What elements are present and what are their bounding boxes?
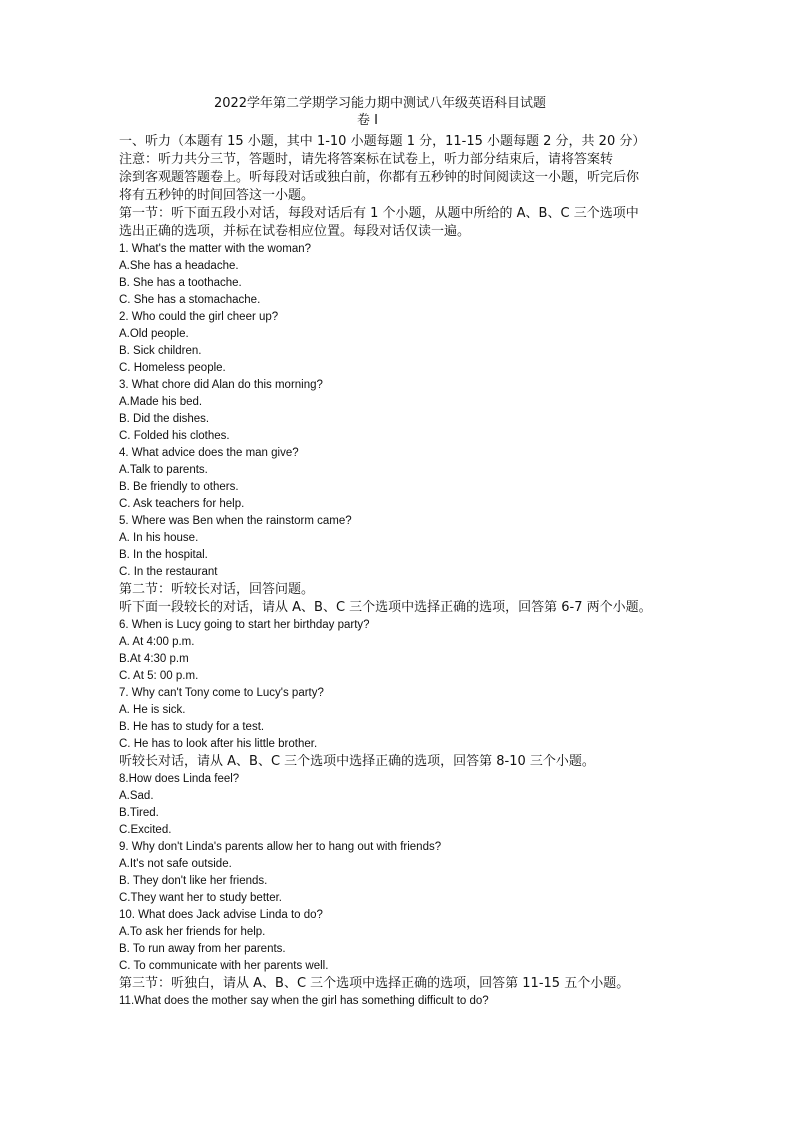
option-b: B. She has a toothache. <box>119 277 242 289</box>
question-9 <box>119 839 689 907</box>
note-line-2: 涂到客观题答题卷上。听每段对话或独白前，你都有五秒钟的时间阅读这一小题，听完后你 <box>119 170 640 185</box>
question-stem: 11.What does the mother say when the girl has something difficult to do? <box>119 995 489 1007</box>
question-6 <box>119 617 689 685</box>
option-b: B.At 4:30 p.m <box>119 653 189 665</box>
option-c: C. To communicate with her parents well. <box>119 960 329 972</box>
section2-intro: 听下面一段较长的对话，请从 A、B、C 三个选项中选择正确的选项，回答第 6-7 两个小题。 <box>119 600 652 615</box>
question-3 <box>119 377 689 445</box>
option-b: B. To run away from her parents. <box>119 943 286 955</box>
option-c: C. She has a stomachache. <box>119 294 261 306</box>
option-b: B. He has to study for a test. <box>119 721 265 733</box>
question-stem: 3. What chore did Alan do this morning? <box>119 379 323 391</box>
question-4 <box>119 445 689 513</box>
section3-heading: 第三节：听独白，请从 A、B、C 三个选项中选择正确的选项，回答第 11-15 五个小题。 <box>119 976 630 991</box>
option-b: B. Sick children. <box>119 345 202 357</box>
option-c: C. In the restaurant <box>119 566 218 578</box>
section1-line-2: 选出正确的选项，并标在试卷相应位置。每段对话仅读一遍。 <box>119 224 471 239</box>
option-a: A.To ask her friends for help. <box>119 926 266 938</box>
option-c: C.Excited. <box>119 824 172 836</box>
question-1 <box>119 241 689 309</box>
option-c: C.They want her to study better. <box>119 892 282 904</box>
option-b: B. Did the dishes. <box>119 413 210 425</box>
question-10 <box>119 907 689 975</box>
option-a: A.Made his bed. <box>119 396 203 408</box>
page-subtitle: 卷 I <box>357 113 378 128</box>
part1-heading: 一、听力（本题有 15 小题，其中 1-10 小题每题 1 分，11-15 小题每题 2 分，共 20 分） <box>119 134 646 149</box>
question-stem: 1. What's the matter with the woman? <box>119 243 312 255</box>
question-stem: 8.How does Linda feel? <box>119 773 240 785</box>
note-line-1: 注意：听力共分三节，答题时，请先将答案标在试卷上，听力部分结束后，请将答案转 <box>119 152 614 167</box>
option-a: A. He is sick. <box>119 704 186 716</box>
note-line-3: 将有五秒钟的时间回答这一小题。 <box>119 188 315 203</box>
option-b: B.Tired. <box>119 807 159 819</box>
question-stem: 6. When is Lucy going to start her birthday party? <box>119 619 370 631</box>
section1-line-1: 第一节：听下面五段小对话，每段对话后有 1 个小题，从题中所给的 A、B、C 三个选项中 <box>119 206 639 221</box>
question-2 <box>119 309 689 377</box>
option-c: C. Homeless people. <box>119 362 226 374</box>
question-7 <box>119 685 689 753</box>
question-stem: 2. Who could the girl cheer up? <box>119 311 279 323</box>
option-a: A.Sad. <box>119 790 154 802</box>
option-a: A. In his house. <box>119 532 199 544</box>
option-c: C. He has to look after his little brother. <box>119 738 318 750</box>
option-a: A.It's not safe outside. <box>119 858 232 870</box>
question-8 <box>119 771 689 839</box>
page-title: 2022学年第二学期学习能力期中测试八年级英语科目试题 <box>213 96 547 111</box>
question-stem: 9. Why don't Linda's parents allow her to hang out with friends? <box>119 841 442 853</box>
section2-intro-2: 听较长对话，请从 A、B、C 三个选项中选择正确的选项，回答第 8-10 三个小题。 <box>119 754 595 769</box>
question-stem: 7. Why can't Tony come to Lucy's party? <box>119 687 324 699</box>
option-b: B. They don't like her friends. <box>119 875 268 887</box>
option-a: A.Talk to parents. <box>119 464 208 476</box>
section2-heading: 第二节：听较长对话，回答问题。 <box>119 582 315 597</box>
option-b: B. In the hospital. <box>119 549 208 561</box>
question-stem: 4. What advice does the man give? <box>119 447 299 459</box>
question-stem: 5. Where was Ben when the rainstorm came? <box>119 515 352 527</box>
option-c: C. Folded his clothes. <box>119 430 230 442</box>
option-a: A.She has a headache. <box>119 260 239 272</box>
question-5 <box>119 513 689 581</box>
option-a: A. At 4:00 p.m. <box>119 636 195 648</box>
exam-content <box>119 133 689 1010</box>
option-c: C. Ask teachers for help. <box>119 498 245 510</box>
option-b: B. Be friendly to others. <box>119 481 239 493</box>
option-a: A.Old people. <box>119 328 189 340</box>
option-c: C. At 5: 00 p.m. <box>119 670 199 682</box>
question-stem: 10. What does Jack advise Linda to do? <box>119 909 323 921</box>
question-11 <box>119 993 689 1010</box>
